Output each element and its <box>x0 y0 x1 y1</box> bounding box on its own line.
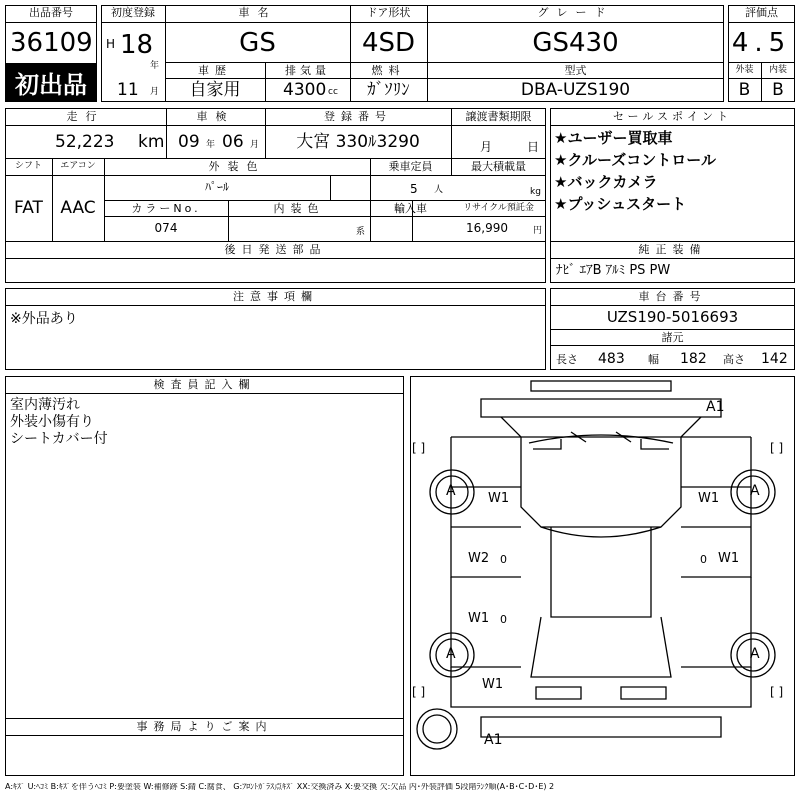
exterior-label: 外装 <box>735 65 754 75</box>
import-label: 輸入車 <box>394 202 427 215</box>
int-color-label: 内装色 <box>273 202 325 215</box>
notes-text: ※外品あり <box>10 311 78 327</box>
shift: FAT <box>14 198 43 218</box>
model-label: 型式 <box>564 64 587 77</box>
int-color-unit: 系 <box>356 227 366 237</box>
bracket-front-right: [ ] <box>770 441 784 455</box>
color-label: 外装色 <box>208 160 266 173</box>
load-unit: kg <box>530 187 541 197</box>
displacement-label: 排気量 <box>285 64 330 77</box>
plate: 大宮 330ﾙ3290 <box>296 132 420 152</box>
chassis-label: 車台番号 <box>638 290 707 303</box>
score: 4.5 <box>731 28 792 58</box>
mark-rear: A1 <box>484 732 503 748</box>
dims-label: 諸元 <box>661 331 684 344</box>
grade-label: グレード <box>537 6 614 19</box>
inspection-label: 車検 <box>196 110 235 123</box>
transfer-day-unit: 日 <box>527 140 540 154</box>
reg-year: 18 <box>120 30 154 60</box>
sales-point-item: ★ユーザー買取車 <box>554 129 673 147</box>
sales-point-item: ★バックカメラ <box>554 173 658 191</box>
later-parts-label: 後日発送部品 <box>224 243 327 256</box>
chassis-number: UZS190-5016693 <box>606 308 739 326</box>
shift-label: シフト <box>14 161 42 171</box>
capacity-label: 乗車定員 <box>388 160 433 173</box>
height: 142 <box>761 351 788 367</box>
width: 182 <box>680 351 707 367</box>
fuel-label: 燃料 <box>371 64 406 77</box>
recycle: 16,990 <box>466 221 508 235</box>
mark-quarter-left: W1 <box>482 677 504 692</box>
mark-fender-right: W1 <box>698 491 720 506</box>
inspection-year: 09 <box>178 132 200 152</box>
transfer-label: 譲渡書類期限 <box>465 110 532 123</box>
era: H <box>106 37 116 51</box>
inspector-line: 外装小傷有り <box>10 414 94 430</box>
history-label: 車歴 <box>198 64 232 77</box>
mark-zero-rear-left: 0 <box>500 613 507 626</box>
lot-number: 36109 <box>10 28 93 58</box>
color: ﾊﾟｰﾙ <box>204 180 229 194</box>
recycle-unit: 円 <box>533 226 543 236</box>
history: 自家用 <box>189 80 241 100</box>
mark-zero-right: 0 <box>700 553 707 566</box>
mileage: 52,223 <box>55 132 115 152</box>
mark-zero-left: 0 <box>500 553 507 566</box>
model: DBA-UZS190 <box>520 80 631 100</box>
transfer-month-unit: 月 <box>480 140 493 154</box>
interior-label: 内装 <box>768 65 787 75</box>
reg-month-unit: 月 <box>150 87 160 97</box>
length: 483 <box>598 351 625 367</box>
exterior-grade: B <box>738 80 751 100</box>
displacement: 4300 <box>283 80 327 100</box>
reg-month: 11 <box>117 80 139 100</box>
score-label: 評価点 <box>745 6 778 19</box>
plate-label: 登録番号 <box>324 110 392 123</box>
load-label: 最大積載量 <box>471 160 526 173</box>
first-listing-badge: 初出品 <box>5 63 97 102</box>
length-label: 長さ <box>556 353 578 366</box>
interior-grade: B <box>772 80 784 100</box>
inspector-line: 室内薄汚れ <box>10 397 80 413</box>
equipment-label: 純正装備 <box>638 243 707 256</box>
sales-points-label: セールスポイント <box>612 110 732 123</box>
capacity: 5 <box>410 182 418 196</box>
mark-wheel-rl: A <box>446 646 456 662</box>
reg-year-unit: 年 <box>150 61 160 71</box>
inspector-label: 検査員記入欄 <box>153 378 256 391</box>
mark-door-fr: W1 <box>718 551 740 566</box>
inspection-year-unit: 年 <box>206 140 216 150</box>
door-label: ドア形状 <box>366 6 411 19</box>
height-label: 高さ <box>723 353 745 366</box>
mark-wheel-rr: A <box>750 646 760 662</box>
notes-label: 注意事項欄 <box>233 290 318 303</box>
ac: AAC <box>60 198 96 218</box>
damage-diagram <box>410 376 795 776</box>
color-no-label: カラーNo. <box>131 202 201 215</box>
displacement-unit: cc <box>328 87 338 97</box>
mileage-label: 走行 <box>66 110 105 123</box>
car-name-label: 車名 <box>238 6 277 19</box>
color-no: 074 <box>154 221 178 235</box>
mark-wheel-fr: A <box>750 483 760 499</box>
office-label: 事務局よりご案内 <box>136 720 273 733</box>
mark-wheel-fl: A <box>446 483 456 499</box>
bracket-rear-right: [ ] <box>770 685 784 699</box>
sales-point-item: ★プッシュスタート <box>554 195 687 213</box>
ac-label: エアコン <box>60 161 96 171</box>
mileage-unit: km <box>138 132 165 152</box>
inspection-month-unit: 月 <box>250 140 260 150</box>
reg-label: 初度登録 <box>111 6 155 19</box>
mark-front: A1 <box>706 399 725 415</box>
car-name: GS <box>239 28 276 58</box>
mark-door-rl: W1 <box>468 611 490 626</box>
door: 4SD <box>361 28 416 58</box>
equipment: ﾅﾋﾞ ｴｱB ｱﾙﾐ PS PW <box>556 263 671 278</box>
width-label: 幅 <box>648 353 659 366</box>
lot-number-label: 出品番号 <box>29 6 73 19</box>
sales-point-item: ★クルーズコントロール <box>554 151 716 169</box>
grade: GS430 <box>532 28 619 58</box>
bracket-front-left: [ ] <box>412 441 426 455</box>
mark-fender-left: W1 <box>488 491 510 506</box>
recycle-label: リサイクル預託金 <box>463 203 534 213</box>
legend: A:ｷｽﾞ U:ﾍｺﾐ B:ｷｽﾞを伴うﾍｺﾐ P:要塗装 W:補修跡 S:錆 C:腐食、 G:ﾌﾛﾝﾄｶﾞﾗｽ点ｷｽﾞ XX:交換済み X:要交換 欠:欠品 内･外装評価 5段階ﾗﾝｸ順(A･B･C･D･E) 2 <box>5 783 555 791</box>
inspection-month: 06 <box>222 132 244 152</box>
capacity-unit: 人 <box>434 185 444 195</box>
fuel: ｶﾞｿﾘﾝ <box>367 80 410 100</box>
inspector-line: シートカバー付 <box>10 431 108 447</box>
bracket-rear-left: [ ] <box>412 685 426 699</box>
mark-door-fl: W2 <box>468 551 490 566</box>
